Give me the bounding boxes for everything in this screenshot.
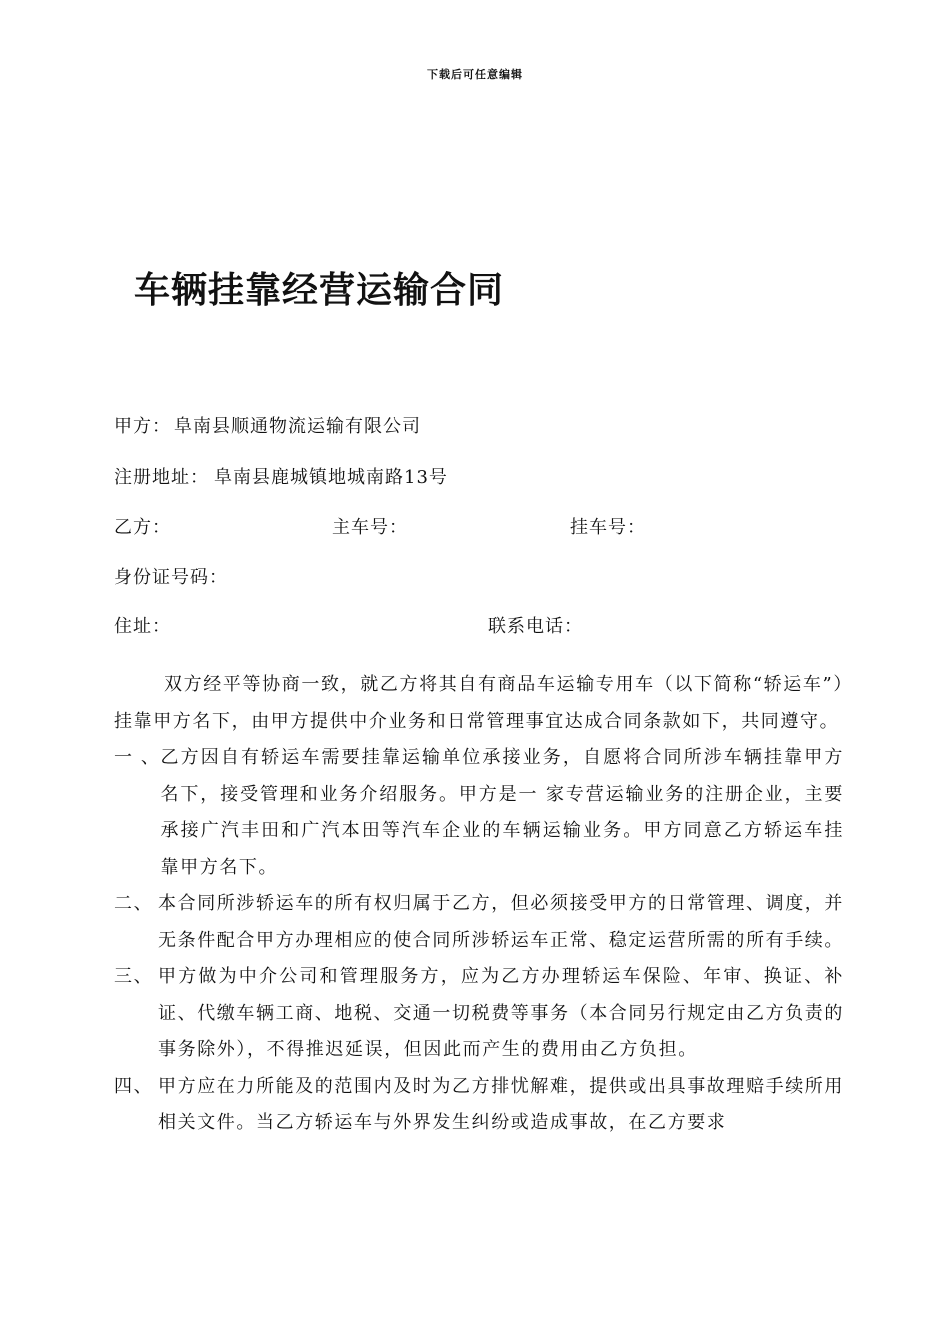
- clause-text: 甲方应在力所能及的范围内及时为乙方排忧解难，提供或出具事故理赔手续所用相关文件。当乙方轿运车与外界发生纠纷或造成事故，在乙方要求: [158, 1075, 844, 1133]
- address-value: 阜南县鹿城镇地城南路13号: [214, 467, 448, 488]
- party-a-label: 甲方：: [114, 416, 171, 437]
- address-label: 注册地址：: [114, 467, 209, 488]
- contract-body: [114, 667, 844, 1142]
- clause-number: 四、: [114, 1075, 154, 1097]
- residence-label: 住址：: [114, 616, 171, 637]
- party-b-label: 乙方：: [114, 517, 171, 538]
- clause-number: 一 、: [114, 747, 161, 768]
- document-title: 车辆挂靠经营运输合同: [134, 270, 505, 311]
- clause-text: 本合同所涉轿运车的所有权归属于乙方，但必须接受甲方的日常管理、调度，并无条件配合甲方办理相应的使合同所涉轿运车正常、稳定运营所需的所有手续。: [158, 893, 844, 951]
- clause-text: 乙方因自有轿运车需要挂靠运输单位承接业务，自愿将合同所涉车辆挂靠甲方名下，接受管理和业务介绍服务。甲方是一 家专营运输业务的注册企业，主要承接广汽丰田和广汽本田等汽车企业的车辆运输业务。甲方同意乙方轿运车挂靠甲方名下。: [160, 747, 844, 878]
- trailer-number-label: 挂车号：: [570, 517, 646, 538]
- intro-paragraph: 双方经平等协商一致，就乙方将其自有商品车运输专用车（以下简称“轿运车”）挂靠甲方名下，由甲方提供中介业务和日常管理事宜达成合同条款如下，共同遵守。: [114, 674, 844, 732]
- clause-2: [114, 886, 844, 959]
- phone-label: 联系电话：: [488, 616, 583, 637]
- main-vehicle-label: 主车号：: [332, 517, 408, 538]
- header-note: 下载后可任意编辑: [427, 68, 523, 81]
- clause-1: [114, 740, 844, 886]
- clause-number: 三、: [114, 966, 154, 987]
- clause-text: 甲方做为中介公司和管理服务方，应为乙方办理轿运车保险、年审、换证、补证、代缴车辆工商、地税、交通一切税费等事务（本合同另行规定由乙方负责的事务除外），不得推迟延误，但因此而产生的费用由乙方负担。: [158, 966, 844, 1060]
- clause-number: 二、: [114, 893, 154, 914]
- id-number-label: 身份证号码：: [114, 567, 228, 588]
- party-a-value: 阜南县顺通物流运输有限公司: [174, 416, 421, 437]
- clause-4: [114, 1069, 844, 1142]
- clause-3: [114, 959, 844, 1069]
